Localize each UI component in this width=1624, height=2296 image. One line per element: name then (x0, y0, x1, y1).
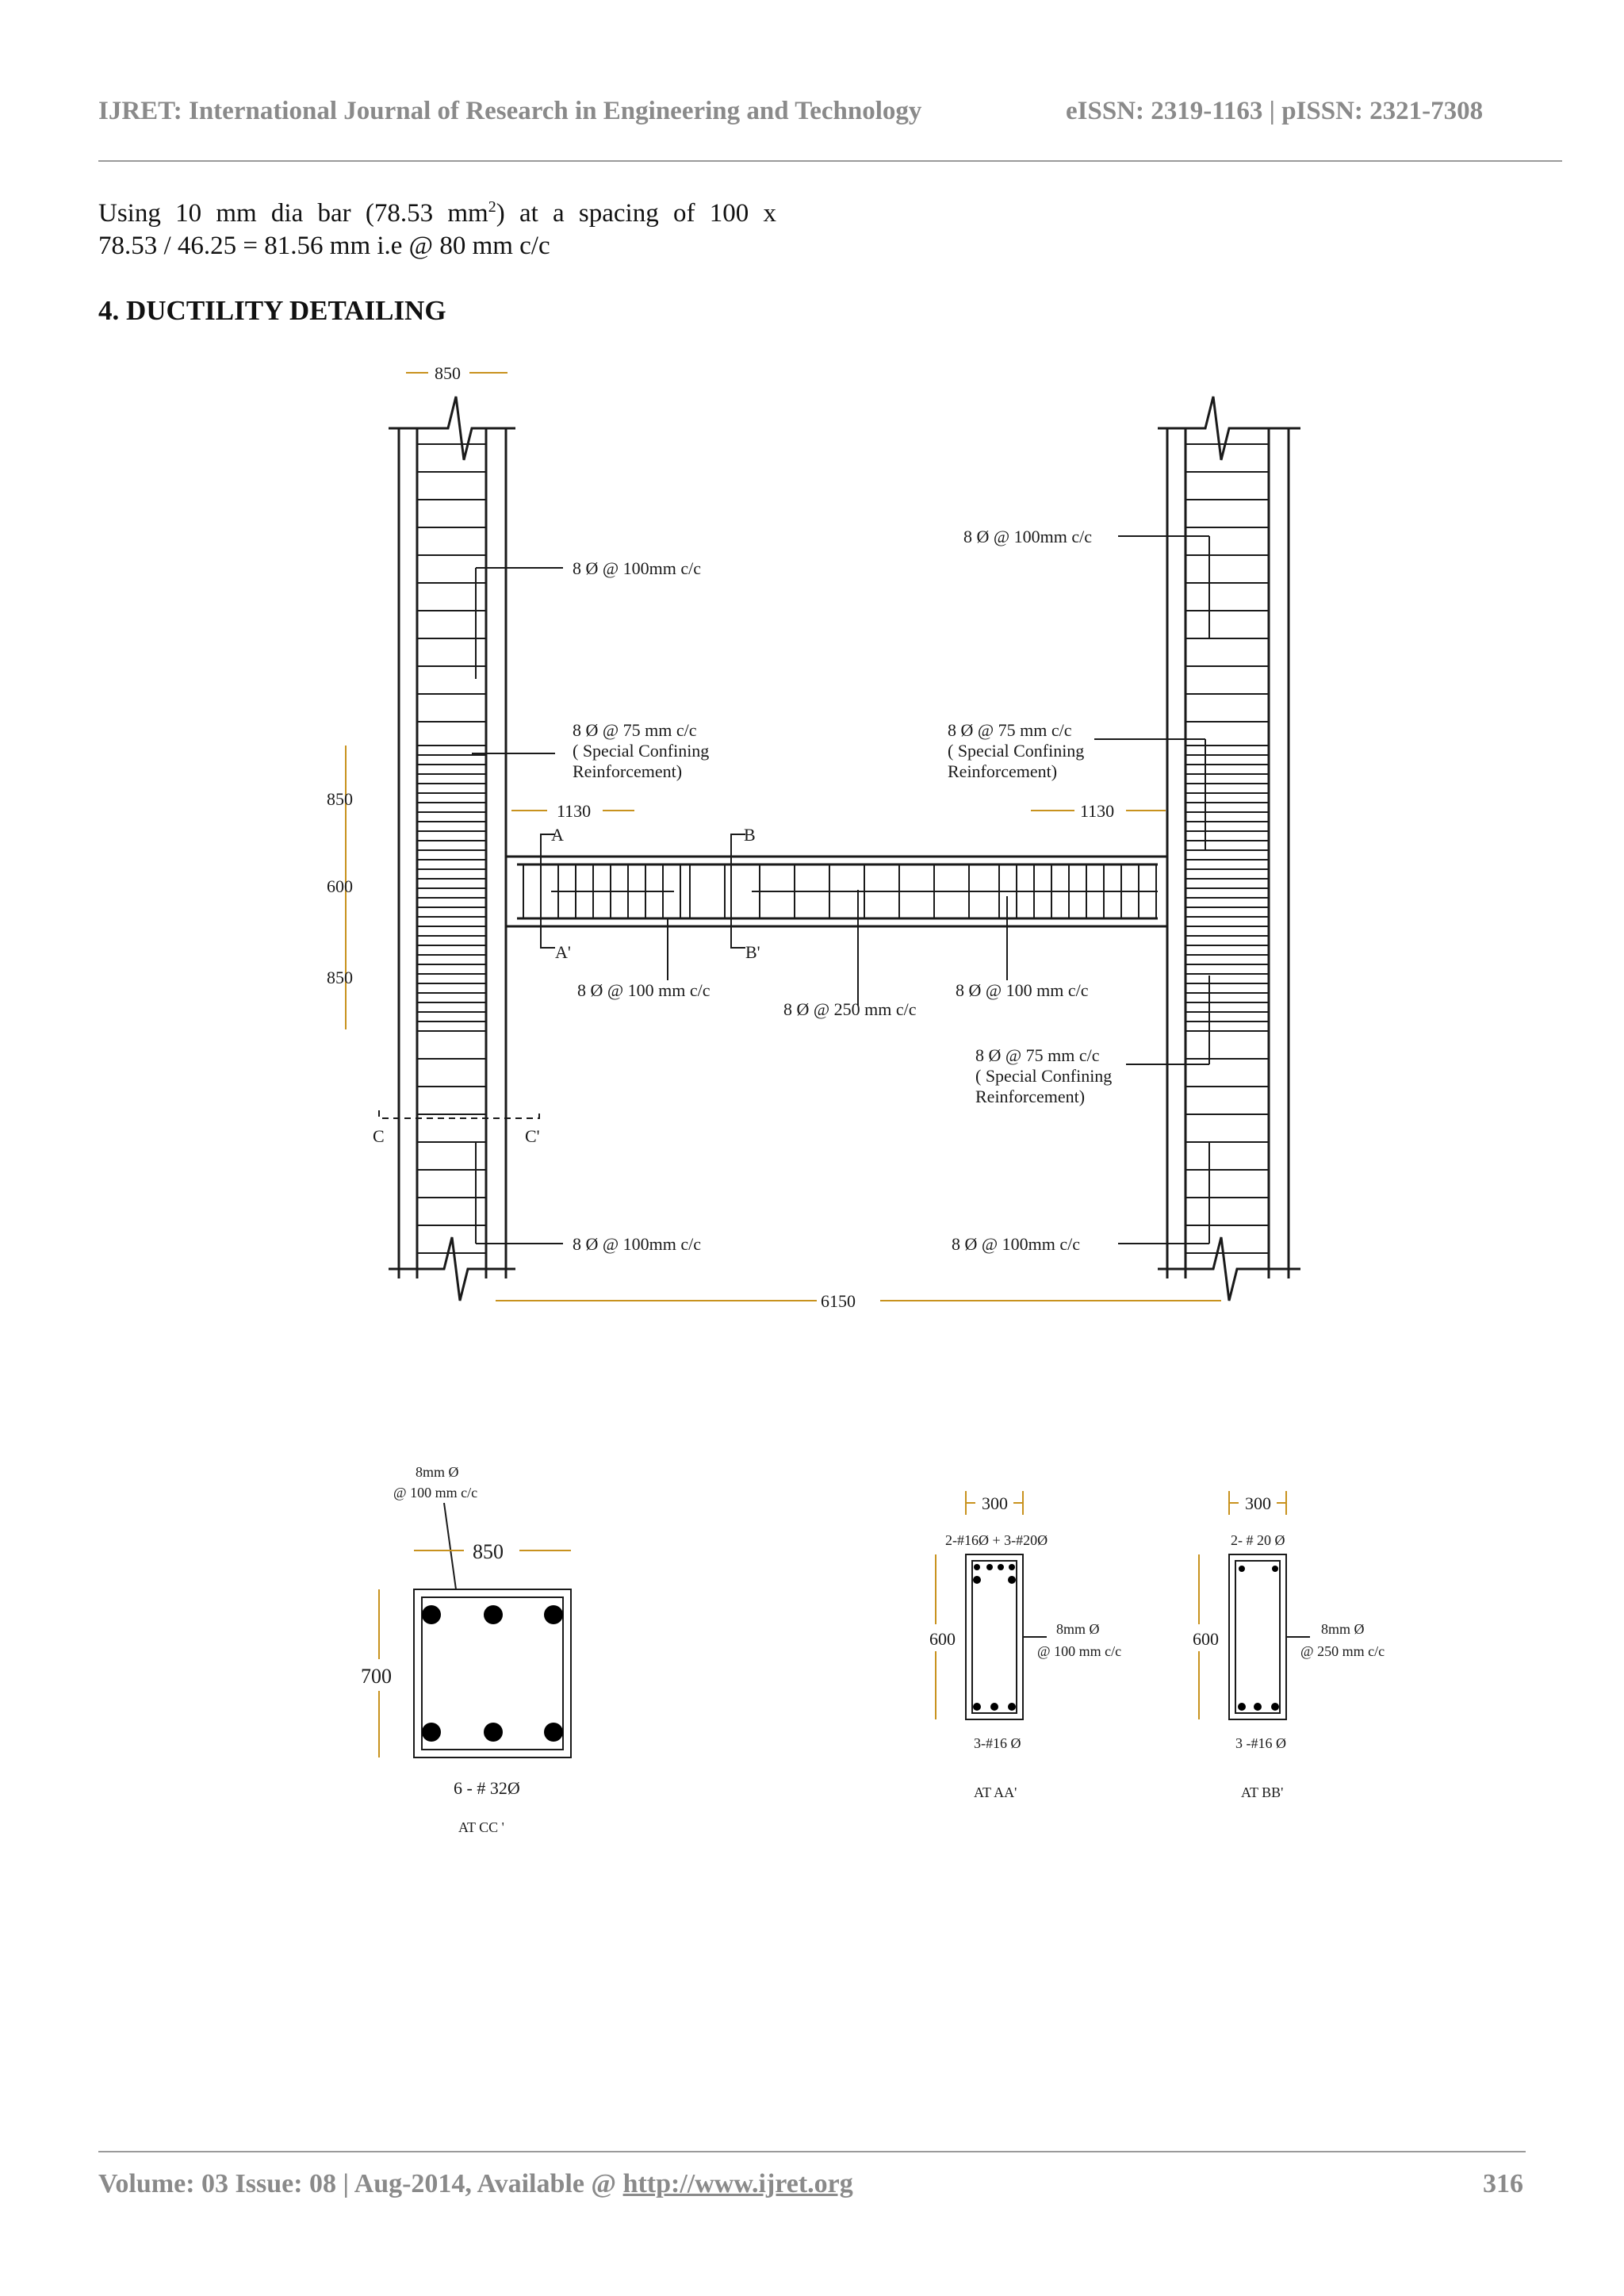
page-number: 316 (1483, 2169, 1523, 2198)
bb-depth: 600 (1193, 1629, 1219, 1649)
aa-width: 300 (982, 1493, 1008, 1513)
elevation-frame (389, 397, 1300, 1301)
bb-bottom-bars: 3 -#16 Ø (1235, 1735, 1286, 1751)
bb-top-bars: 2- # 20 Ø (1231, 1532, 1285, 1548)
bb-width: 300 (1245, 1493, 1271, 1513)
note-beam-left: 8 Ø @ 100 mm c/c (577, 980, 710, 1000)
bb-label: AT BB' (1241, 1784, 1284, 1800)
bb-stirrup-2: @ 250 mm c/c (1300, 1643, 1385, 1659)
elev-dim-1: 850 (327, 789, 353, 809)
elev-beam-dim-left: 1130 (557, 801, 592, 821)
note-right-lower-1: 8 Ø @ 75 mm c/c (975, 1045, 1100, 1065)
aa-stirrup-2: @ 100 mm c/c (1037, 1643, 1122, 1659)
note-left-special-1: 8 Ø @ 75 mm c/c (573, 720, 697, 740)
elev-beam-dim-right: 1130 (1080, 801, 1115, 821)
note-beam-right: 8 Ø @ 100 mm c/c (956, 980, 1089, 1000)
aa-bottom-bars: 3-#16 Ø (974, 1735, 1021, 1751)
elev-span: 6150 (821, 1291, 856, 1311)
aa-top-bars: 2-#16Ø + 3-#20Ø (945, 1532, 1048, 1548)
footer-text (98, 2169, 853, 2199)
section-bb (1229, 1554, 1310, 1719)
mark-a: A (551, 825, 564, 845)
note-left-special-3: Reinforcement) (573, 761, 683, 781)
note-right-special-1: 8 Ø @ 75 mm c/c (948, 720, 1072, 740)
body-line-1a: Using 10 mm dia bar (78.53 mm (98, 199, 488, 228)
issn: eISSN: 2319-1163 | pISSN: 2321-7308 (1066, 97, 1484, 125)
mark-c: C (373, 1126, 385, 1146)
body-line-2: 78.53 / 46.25 = 81.56 mm i.e @ 80 mm c/c (98, 232, 550, 260)
footer-volume: Volume: 03 Issue: 08 | Aug-2014, Available @ (98, 2169, 623, 2198)
note-left-col-top: 8 Ø @ 100mm c/c (573, 558, 702, 578)
section-title: 4. DUCTILITY DETAILING (98, 295, 446, 326)
bb-stirrup-1: 8mm Ø (1321, 1621, 1365, 1637)
body-line-1b: ) at a spacing of 100 x (496, 199, 776, 228)
note-right-lower-3: Reinforcement) (975, 1087, 1086, 1106)
note-right-special-2: ( Special Confining (948, 741, 1085, 761)
mark-c-prime: C' (525, 1126, 540, 1146)
mark-b: B (744, 825, 756, 845)
aa-depth: 600 (929, 1629, 956, 1649)
note-beam-mid: 8 Ø @ 250 mm c/c (783, 999, 917, 1019)
note-right-lower-2: ( Special Confining (975, 1066, 1113, 1086)
elev-dim-3: 850 (327, 968, 353, 987)
footer-rule (98, 2151, 1526, 2152)
note-left-special-2: ( Special Confining (573, 741, 710, 761)
note-left-col-bottom: 8 Ø @ 100mm c/c (573, 1234, 702, 1254)
journal-title: IJRET: International Journal of Research in Engineering and Technology (98, 97, 922, 125)
cc-width: 850 (473, 1540, 504, 1563)
aa-stirrup-1: 8mm Ø (1056, 1621, 1100, 1637)
cc-depth: 700 (361, 1665, 392, 1688)
elev-dim-2: 600 (327, 876, 353, 896)
note-right-col-top: 8 Ø @ 100mm c/c (963, 527, 1093, 546)
note-right-special-3: Reinforcement) (948, 761, 1058, 781)
cc-label: AT CC ' (458, 1819, 504, 1835)
elev-top-width: 850 (435, 363, 461, 383)
cc-tie-1: 8mm Ø (416, 1464, 459, 1480)
mark-a-prime: A' (555, 942, 571, 962)
body-line-1-sup: 2 (488, 198, 496, 216)
mark-b-prime: B' (745, 942, 760, 962)
cc-bars: 6 - # 32Ø (454, 1778, 520, 1798)
aa-label: AT AA' (974, 1784, 1017, 1800)
note-right-col-bottom: 8 Ø @ 100mm c/c (952, 1234, 1081, 1254)
footer-link[interactable]: http://www.ijret.org (622, 2169, 853, 2198)
dimension-lines (346, 373, 1221, 1301)
cc-tie-2: @ 100 mm c/c (393, 1485, 478, 1501)
